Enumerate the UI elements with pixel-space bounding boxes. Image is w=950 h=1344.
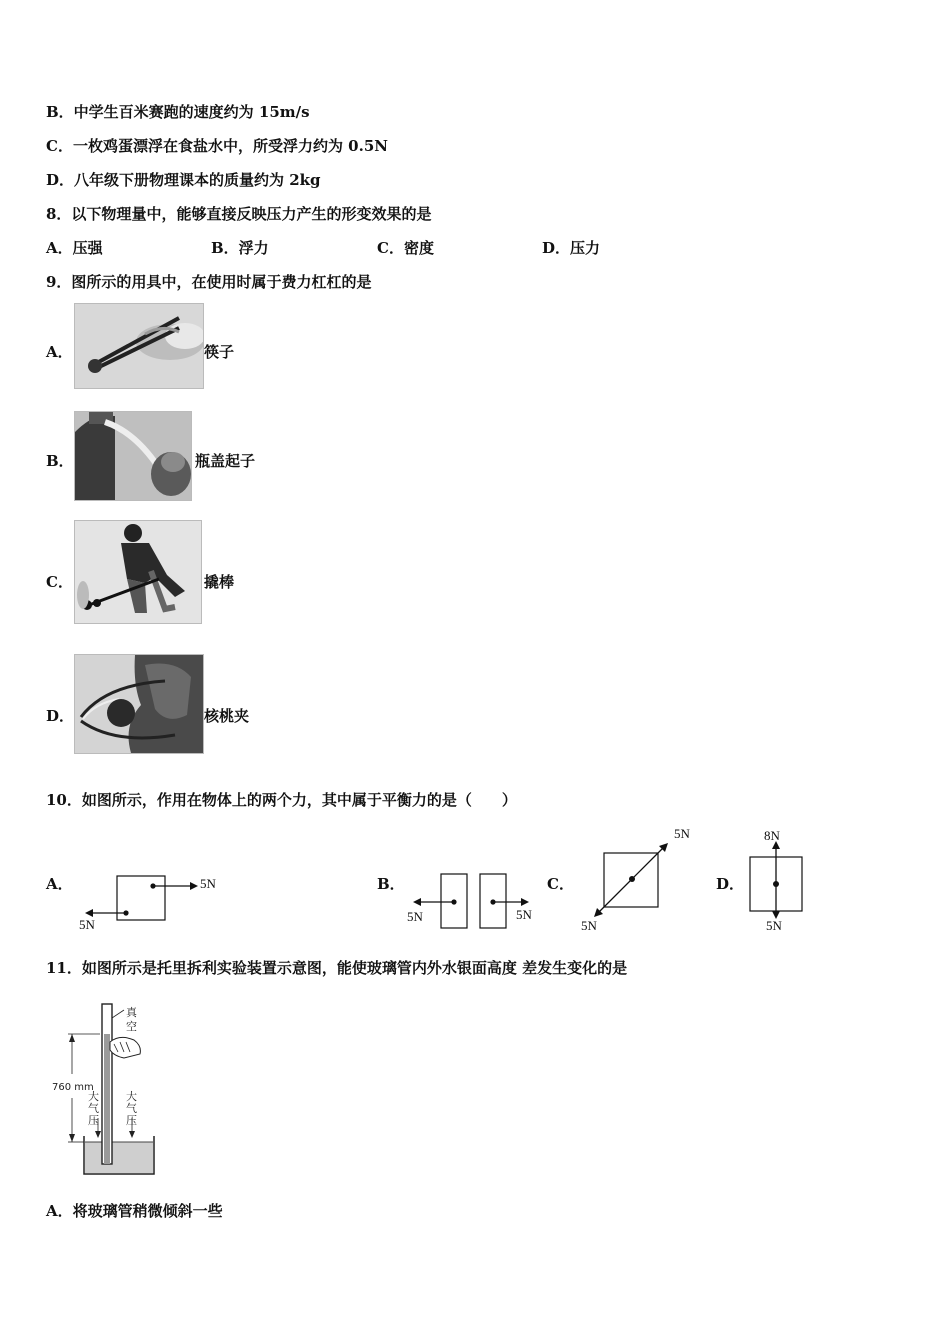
q10-option-a-letter: A．	[46, 875, 73, 893]
q9-option-c-letter: C．	[46, 573, 73, 591]
force-c-top-label: 5N	[674, 826, 690, 841]
q10-figure-d	[744, 826, 814, 940]
q8-option-a: A．压强	[46, 239, 103, 257]
atm-left-3: 压	[88, 1114, 99, 1127]
vacuum-label-2: 空	[126, 1020, 137, 1033]
q10-figure-b	[404, 866, 544, 940]
q9-option-d-letter: D．	[46, 707, 75, 725]
force-a-right-label: 5N	[200, 876, 216, 891]
force-b-left-label: 5N	[407, 909, 423, 924]
q9-option-a-caption: 筷子	[204, 343, 235, 361]
force-a-left-label: 5N	[79, 917, 95, 932]
q9-option-c-caption: 撬棒	[204, 573, 235, 591]
q8-option-b: B．浮力	[211, 239, 269, 257]
q7-option-d: D．八年级下册物理课本的质量约为 2kg	[46, 171, 321, 189]
q9-option-b-caption: 瓶盖起子	[195, 452, 256, 470]
force-d-top-label: 8N	[764, 828, 780, 843]
atm-left-1: 大	[88, 1090, 99, 1103]
atm-right-1: 大	[126, 1090, 137, 1103]
q10-figure-c	[576, 822, 706, 940]
q7-option-b: B．中学生百米赛跑的速度约为 15m/s	[46, 103, 310, 121]
q10-option-c-letter: C．	[547, 875, 574, 893]
q10-figure-a	[76, 866, 236, 940]
vacuum-label-1: 真	[126, 1006, 137, 1019]
q11-option-a: A．将玻璃管稍微倾斜一些	[46, 1202, 223, 1220]
q11-stem: 11．如图所示是托里拆利实验装置示意图，能使玻璃管内外水银面高度 差发生变化的是	[46, 959, 628, 977]
q8-option-c: C．密度	[377, 239, 434, 257]
torricelli-apparatus	[50, 1000, 170, 1184]
atm-right-3: 压	[126, 1114, 137, 1127]
atm-left-2: 气	[88, 1102, 99, 1115]
force-c-bottom-label: 5N	[581, 918, 597, 933]
q9-option-b-letter: B．	[46, 452, 74, 470]
crowbar-photo	[74, 520, 202, 624]
chopsticks-photo	[74, 303, 204, 389]
height-760mm-label: 760 mm	[52, 1082, 94, 1093]
q9-option-a-letter: A．	[46, 343, 73, 361]
force-d-bottom-label: 5N	[766, 918, 782, 933]
q8-stem: 8．以下物理量中，能够直接反映压力产生的形变效果的是	[46, 205, 432, 223]
q9-stem: 9．图所示的用具中，在使用时属于费力杠杠的是	[46, 273, 372, 291]
q10-stem: 10．如图所示，作用在物体上的两个力，其中属于平衡力的是（ ）	[46, 791, 517, 809]
q8-option-d: D．压力	[542, 239, 601, 257]
q9-option-d-caption: 核桃夹	[204, 707, 250, 725]
nutcracker-photo	[74, 654, 204, 754]
q10-option-d-letter: D．	[716, 875, 745, 893]
q10-option-b-letter: B．	[377, 875, 405, 893]
bottle-opener-photo	[74, 411, 192, 501]
q7-option-c: C．一枚鸡蛋漂浮在食盐水中，所受浮力约为 0.5N	[46, 137, 388, 155]
atm-right-2: 气	[126, 1102, 137, 1115]
force-b-right-label: 5N	[516, 907, 532, 922]
